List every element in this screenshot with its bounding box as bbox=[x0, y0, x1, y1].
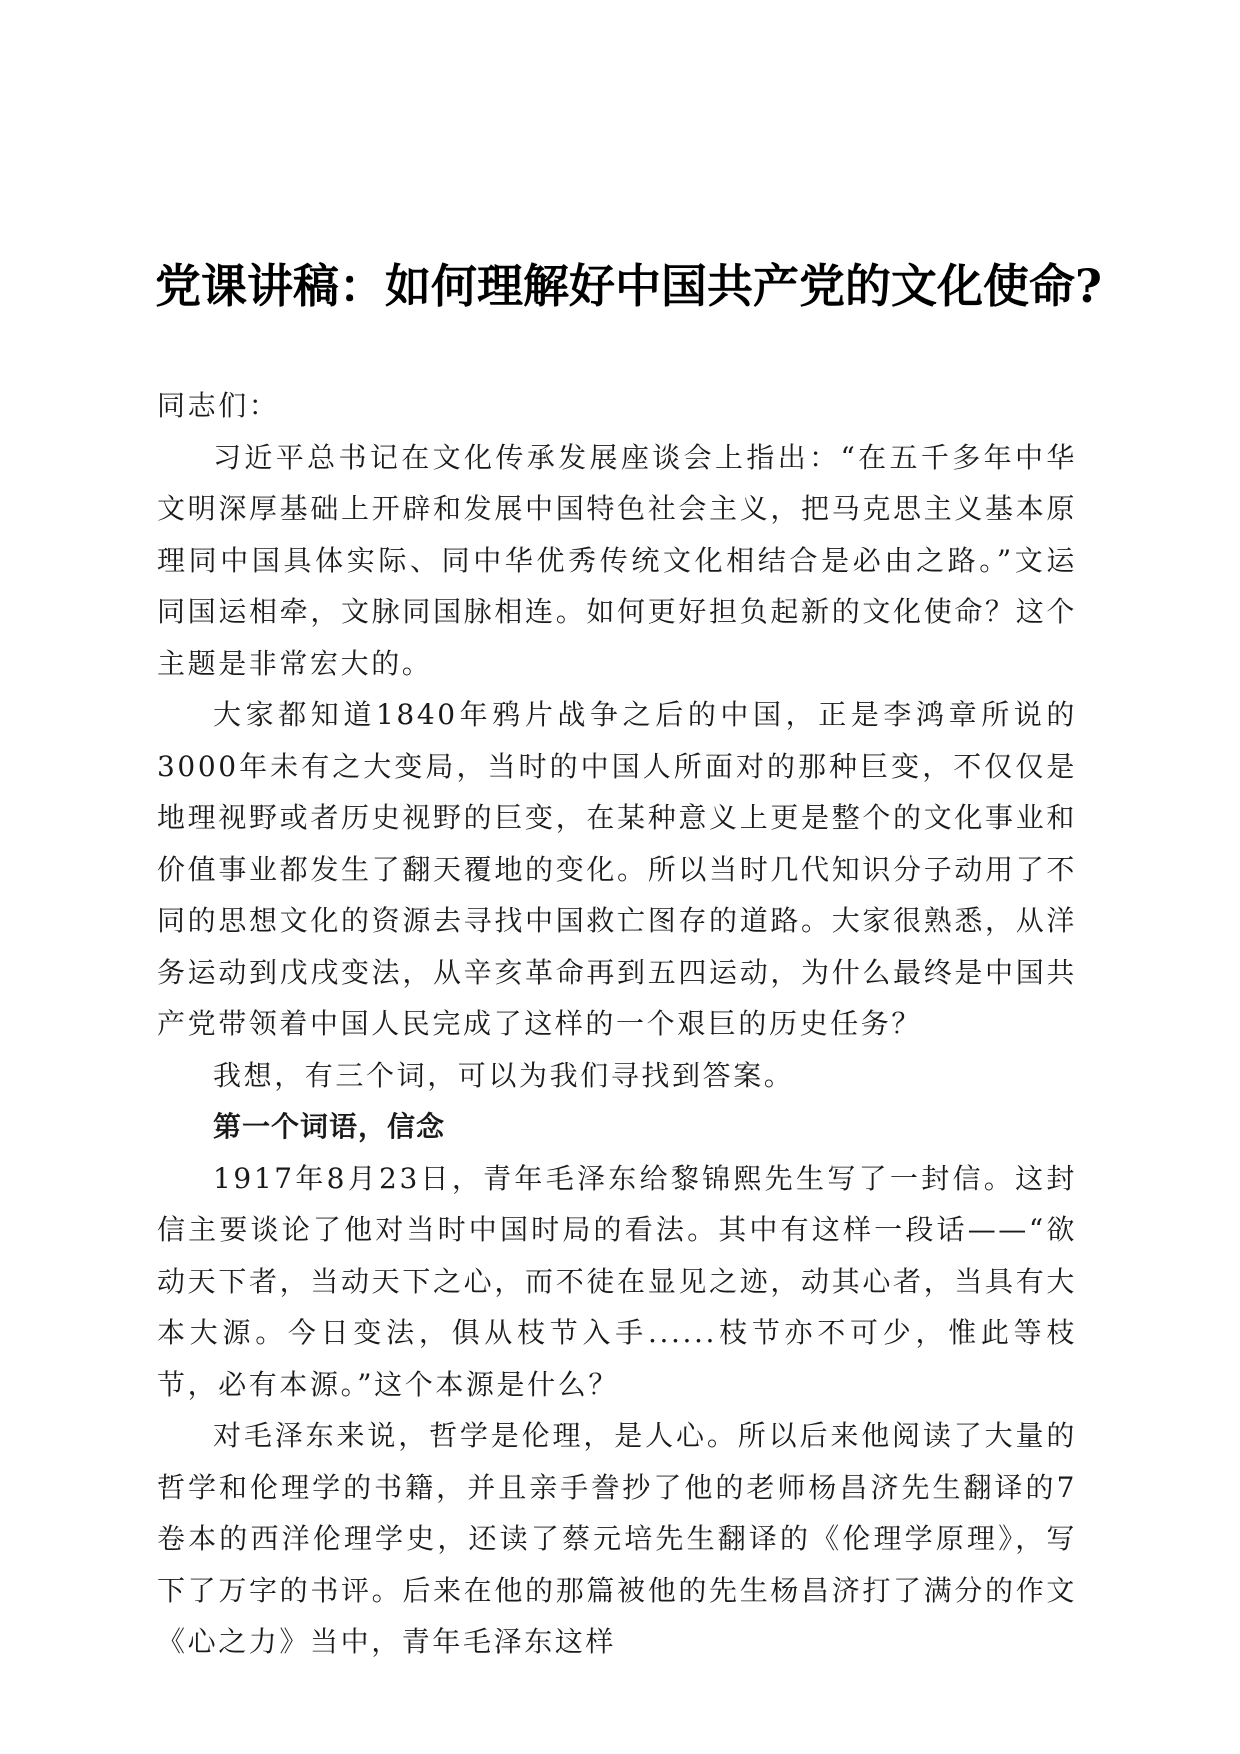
paragraph-philosophy: 对毛泽东来说，哲学是伦理，是人心。所以后来他阅读了大量的哲学和伦理学的书籍，并且亲手誊抄了他的老师杨昌济先生翻译的7卷本的西洋伦理学史，还读了蔡元培先生翻译的《伦理学原理》，写下了万字的书评。后来在他的那篇被他的先生杨昌济打了满分的作文《心之力》当中，青年毛泽东这样 bbox=[157, 1419, 1077, 1658]
paragraph-history: 大家都知道1840年鸦片战争之后的中国，正是李鸿章所说的3000年未有之大变局，当时的中国人所面对的那种巨变，不仅仅是地理视野或者历史视野的巨变，在某种意义上更是整个的文化事业和价值事业都发生了翻天覆地的变化。所以当时几代知识分子动用了不同的思想文化的资源去寻找中国救亡图存的道路。大家很熟悉，从洋务运动到戊戌变法，从辛亥革命再到五四运动，为什么最终是中国共产党带领着中国人民完成了这样的一个艰巨的历史任务？ bbox=[157, 698, 1077, 1040]
section-heading: 第一个词语，信念 bbox=[213, 1110, 446, 1143]
paragraph-letter: 1917年8月23日，青年毛泽东给黎锦熙先生写了一封信。这封信主要谈论了他对当时中国时局的看法。其中有这样一段话——“欲动天下者，当动天下之心，而不徒在显见之迹，动其心者，当具有大本大源。今日变法，俱从枝节入手......枝节亦不可少，惟此等枝节，必有本源。”这个本源是什么？ bbox=[157, 1161, 1077, 1401]
paragraph-three-words: 我想，有三个词，可以为我们寻找到答案。 bbox=[213, 1058, 795, 1092]
document-title: 党课讲稿：如何理解好中国共产党的文化使命? bbox=[155, 259, 1102, 313]
salutation: 同志们： bbox=[157, 389, 280, 422]
document-body bbox=[157, 380, 1077, 1668]
paragraph-quote: 习近平总书记在文化传承发展座谈会上指出：“在五千多年中华文明深厚基础上开辟和发展中国特色社会主义，把马克思主义基本原理同中国具体实际、同中华优秀传统文化相结合是必由之路。”文运同国运相牵，文脉同国脉相连。如何更好担负起新的文化使命？这个主题是非常宏大的。 bbox=[157, 440, 1077, 680]
